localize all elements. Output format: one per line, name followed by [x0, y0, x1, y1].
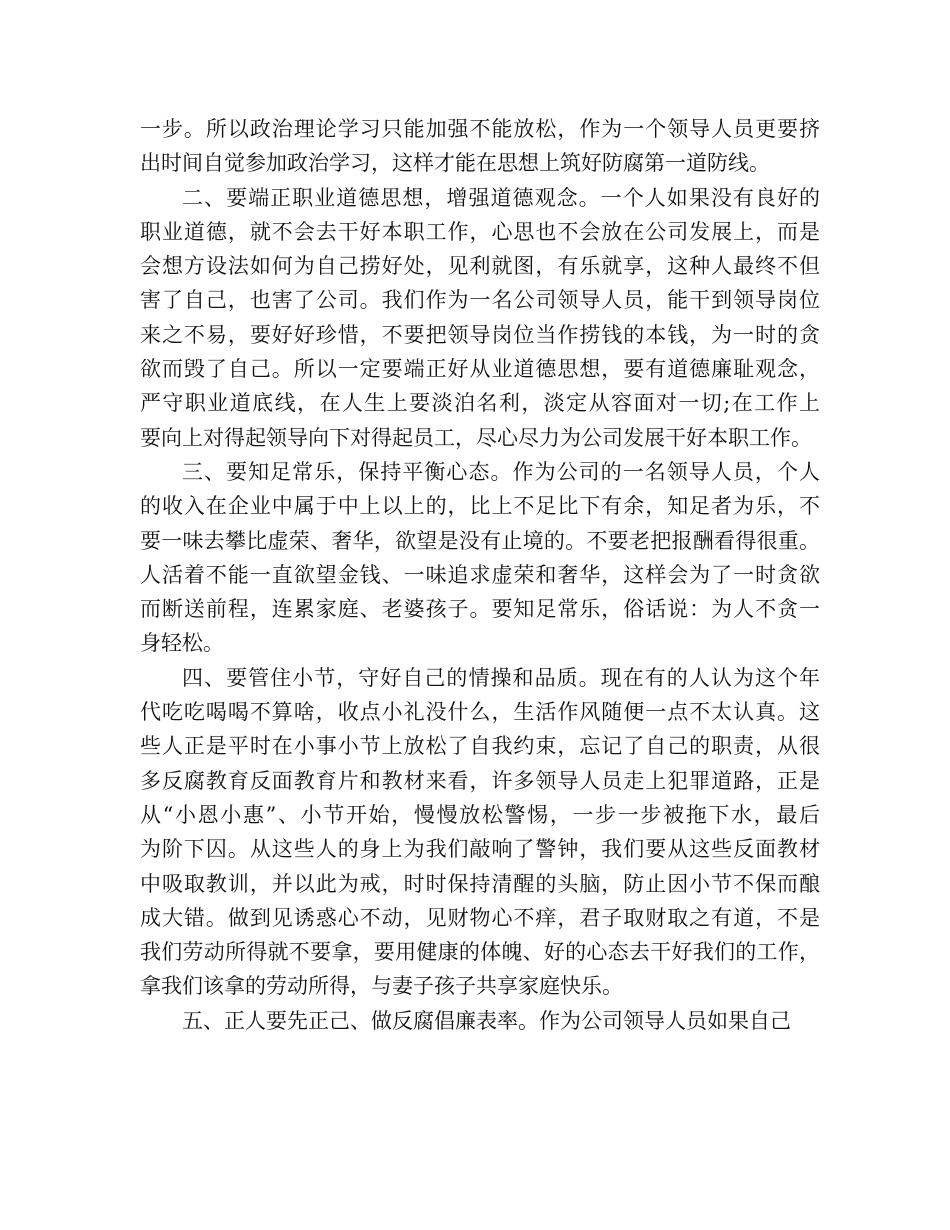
paragraph-first-line: 四、要管住小节，守好自己的情操和品质。现在有的人认为这个年: [182, 665, 820, 690]
paragraph-line: 的收入在企业中属于中上以上的，比上不足比下有余，知足者为乐，不: [140, 494, 820, 519]
paragraph-line: 为阶下囚。从这些人的身上为我们敲响了警钟，我们要从这些反面教材: [140, 837, 820, 862]
paragraph-first-line: 三、要知足常乐，保持平衡心态。作为公司的一名领导人员，个人: [182, 459, 820, 484]
paragraph-first-line: 五、正人要先正己、做反腐倡廉表率。作为公司领导人员如果自己: [182, 1008, 791, 1033]
paragraph-line: 严守职业道底线，在人生上要淡泊名利，淡定从容面对一切;在工作上: [140, 391, 820, 416]
paragraph-line: 代吃吃喝喝不算啥，收点小礼没什么，生活作风随便一点不太认真。这: [140, 700, 820, 725]
paragraph-line: 一步。所以政治理论学习只能加强不能放松，作为一个领导人员更要挤: [140, 117, 820, 141]
document-body: [140, 112, 820, 1038]
paragraph-line: 些人正是平时在小事小节上放松了自我约束，忘记了自己的职责，从很: [140, 734, 820, 759]
paragraph-line: 多反腐教育反面教育片和教材来看，许多领导人员走上犯罪道路，正是: [140, 768, 820, 793]
paragraph-line: 我们劳动所得就不要拿，要用健康的体魄、好的心态去干好我们的工作，: [140, 940, 820, 965]
paragraph-line: 害了自己，也害了公司。我们作为一名公司领导人员，能干到领导岗位: [140, 288, 820, 313]
paragraph-line: 人活着不能一直欲望金钱、一味追求虚荣和奢华，这样会为了一时贪欲: [140, 562, 820, 587]
paragraph-line: 职业道德，就不会去干好本职工作，心思也不会放在公司发展上，而是: [140, 219, 820, 244]
paragraph-line: 身轻松。: [140, 631, 224, 656]
paragraph-line: 要向上对得起领导向下对得起员工，尽心尽力为公司发展干好本职工作。: [140, 425, 812, 450]
paragraph-line: 中吸取教训，并以此为戒，时时保持清醒的头脑，防止因小节不保而酿: [140, 871, 820, 896]
paragraph-line: 而断送前程，连累家庭、老婆孩子。要知足常乐，俗话说：为人不贪一: [140, 597, 820, 622]
paragraph-line: 欲而毁了自己。所以一定要端正好从业道德思想，要有道德廉耻观念，: [140, 357, 820, 382]
paragraph-line: 出时间自觉参加政治学习，这样才能在思想上筑好防腐第一道防线。: [140, 151, 770, 176]
paragraph-line: 拿我们该拿的劳动所得，与妻子孩子共享家庭快乐。: [140, 974, 623, 999]
paragraph-line: 从“小恩小惠”、小节开始，慢慢放松警惕，一步一步被拖下水，最后: [140, 802, 820, 827]
paragraph-line: 来之不易，要好好珍惜，不要把领导岗位当作捞钱的本钱，为一时的贪: [140, 322, 820, 347]
paragraph-line: 会想方设法如何为自己捞好处，见利就图，有乐就享，这种人最终不但: [140, 254, 820, 279]
paragraph-line: 要一味去攀比虚荣、奢华，欲望是没有止境的。不要老把报酬看得很重。: [140, 528, 820, 553]
paragraph-line: 成大错。做到见诱惑心不动，见财物心不痒，君子取财取之有道，不是: [140, 905, 820, 930]
paragraph-first-line: 二、要端正职业道德思想，增强道德观念。一个人如果没有良好的: [182, 185, 820, 210]
